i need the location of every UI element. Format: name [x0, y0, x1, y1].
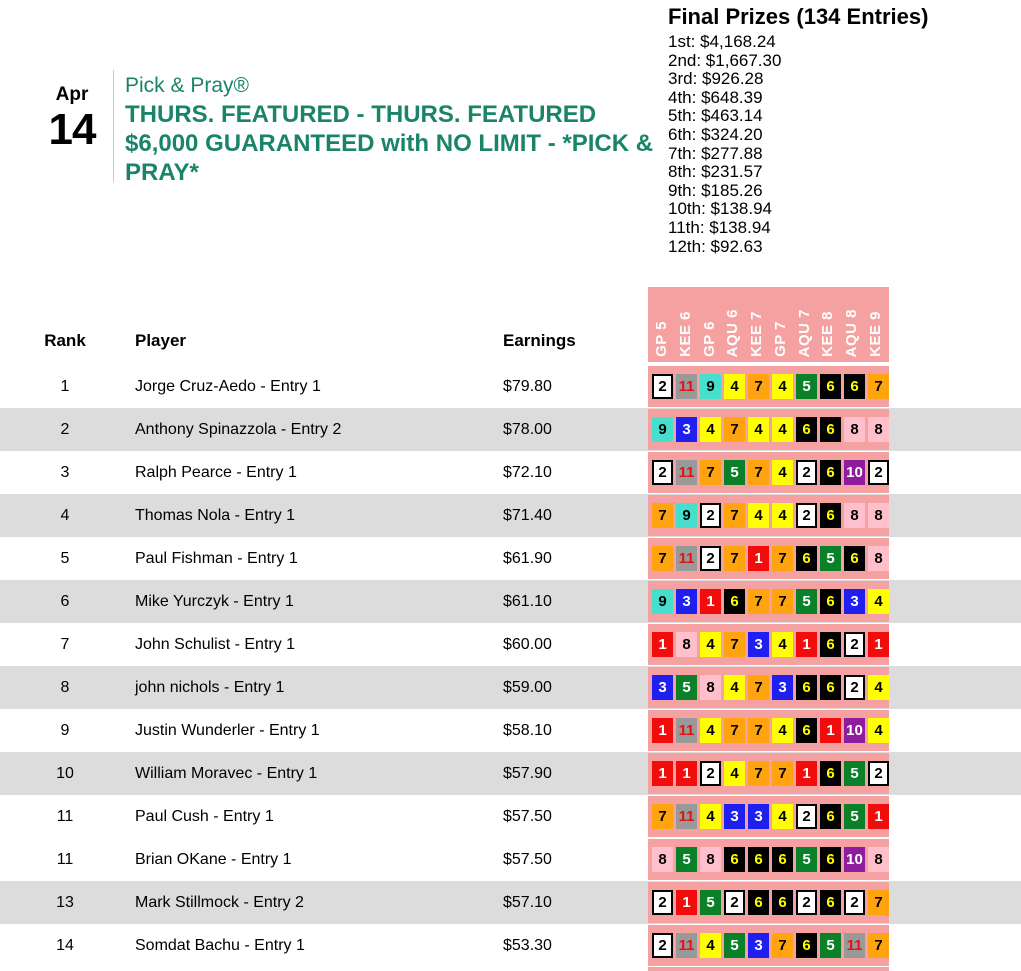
player-cell: William Moravec - Entry 1 [135, 765, 318, 782]
player-cell: John Schulist - Entry 1 [135, 636, 296, 653]
pick-tile: 4 [772, 503, 793, 528]
pick-tile: 2 [868, 761, 889, 786]
pick-tile: 4 [700, 632, 721, 657]
pick-tile: 2 [652, 933, 673, 958]
pick-tile: 7 [724, 417, 745, 442]
earnings-cell: $61.90 [503, 550, 552, 567]
pick-tile: 7 [724, 632, 745, 657]
prize-line: 8th: $231.57 [668, 162, 763, 182]
pick-tile: 11 [676, 374, 697, 399]
earnings-cell: $57.50 [503, 808, 552, 825]
race-column-header [650, 287, 674, 362]
pick-tile: 8 [868, 417, 889, 442]
pick-tile: 10 [844, 718, 865, 743]
table-row [0, 881, 1021, 924]
prize-line: 9th: $185.26 [668, 180, 763, 200]
pick-tile: 3 [748, 933, 769, 958]
pick-tile: 6 [796, 718, 817, 743]
pick-tile: 4 [868, 589, 889, 614]
event-date-month: Apr [55, 84, 89, 105]
pick-tile: 1 [796, 632, 817, 657]
pick-tile: 1 [676, 761, 697, 786]
earnings-cell: $79.80 [503, 378, 552, 395]
pick-tile: 3 [844, 589, 865, 614]
prize-line: 5th: $463.14 [668, 106, 763, 126]
race-column-header [792, 287, 816, 362]
pick-tile: 6 [820, 460, 841, 485]
picks-cell [648, 925, 889, 966]
rank-cell: 3 [60, 464, 70, 481]
pick-tile: 8 [868, 503, 889, 528]
race-column-label: GP 5 [653, 321, 671, 357]
pick-tile: 3 [748, 804, 769, 829]
player-cell: Jorge Cruz-Aedo - Entry 1 [135, 378, 321, 395]
earnings-cell: $57.90 [503, 765, 552, 782]
pick-tile: 7 [772, 933, 793, 958]
event-series-label: Pick & Pray® [125, 74, 250, 97]
pick-tile: 4 [772, 417, 793, 442]
pick-tile: 2 [652, 374, 673, 399]
event-date-day: 14 [48, 105, 96, 154]
race-column-header [697, 287, 721, 362]
race-column-header [745, 287, 769, 362]
rank-cell: 2 [60, 421, 70, 438]
pick-tile: 7 [700, 460, 721, 485]
table-row [0, 623, 1021, 666]
pick-tile: 6 [724, 589, 745, 614]
pick-tile: 4 [772, 804, 793, 829]
leaderboard [0, 287, 1021, 971]
earnings-cell: $60.00 [503, 636, 552, 653]
pick-tile: 3 [676, 417, 697, 442]
earnings-cell: $72.10 [503, 464, 552, 481]
rank-cell: 7 [60, 636, 70, 653]
picks-cell [648, 452, 889, 493]
pick-tile: 2 [868, 460, 889, 485]
pick-tile: 8 [652, 847, 673, 872]
pick-tile: 4 [772, 718, 793, 743]
pick-tile: 5 [724, 460, 745, 485]
table-row [0, 838, 1021, 881]
race-column-header [769, 287, 793, 362]
pick-tile: 7 [652, 503, 673, 528]
pick-tile: 9 [652, 417, 673, 442]
pick-tile: 8 [868, 546, 889, 571]
table-row [0, 451, 1021, 494]
pick-tile: 1 [868, 804, 889, 829]
race-column-label: KEE 9 [866, 311, 884, 357]
pick-tile: 6 [820, 847, 841, 872]
race-column-label: AQU 6 [724, 308, 742, 357]
pick-tile: 5 [844, 761, 865, 786]
pick-tile: 4 [724, 675, 745, 700]
picks-cell [648, 366, 889, 407]
column-header-rank: Rank [44, 331, 86, 350]
pick-tile: 4 [772, 632, 793, 657]
pick-tile: 2 [796, 804, 817, 829]
pick-tile: 1 [748, 546, 769, 571]
earnings-cell: $78.00 [503, 421, 552, 438]
race-column-label: AQU 7 [795, 308, 813, 357]
pick-tile: 5 [796, 589, 817, 614]
rank-cell: 1 [60, 378, 70, 395]
pick-tile: 4 [700, 718, 721, 743]
prize-line: 2nd: $1,667.30 [668, 50, 782, 70]
pick-tile: 4 [724, 761, 745, 786]
pick-tile: 5 [820, 933, 841, 958]
pick-tile: 6 [820, 503, 841, 528]
race-column-header [863, 287, 887, 362]
table-row [0, 709, 1021, 752]
pick-tile: 11 [676, 718, 697, 743]
pick-tile: 7 [772, 546, 793, 571]
prize-line: 7th: $277.88 [668, 143, 763, 163]
pick-tile: 4 [772, 460, 793, 485]
race-column-label: KEE 6 [677, 311, 695, 357]
pick-tile: 6 [820, 589, 841, 614]
table-row [0, 494, 1021, 537]
pick-tile: 2 [844, 675, 865, 700]
pick-tile: 1 [652, 718, 673, 743]
pick-tile: 6 [796, 933, 817, 958]
pick-tile: 3 [748, 632, 769, 657]
table-row [0, 365, 1021, 408]
picks-cell [648, 495, 889, 536]
player-cell: Anthony Spinazzola - Entry 2 [135, 421, 342, 438]
pick-tile: 11 [676, 933, 697, 958]
pick-tile: 2 [700, 503, 721, 528]
pick-tile: 1 [820, 718, 841, 743]
column-header-earnings: Earnings [503, 331, 576, 350]
rank-cell: 4 [60, 507, 70, 524]
pick-tile: 8 [844, 417, 865, 442]
pick-tile: 4 [700, 804, 721, 829]
pick-tile: 6 [796, 675, 817, 700]
prize-line: 4th: $648.39 [668, 87, 763, 107]
pick-tile: 7 [772, 761, 793, 786]
pick-tile: 7 [868, 374, 889, 399]
rank-cell: 11 [56, 851, 74, 868]
player-cell: Mark Stillmock - Entry 2 [135, 894, 304, 911]
pick-tile: 8 [700, 675, 721, 700]
pick-tile: 9 [700, 374, 721, 399]
pick-tile: 5 [676, 847, 697, 872]
pick-tile: 2 [700, 761, 721, 786]
pick-tile: 7 [868, 890, 889, 915]
pick-tile: 7 [748, 718, 769, 743]
prize-line: 10th: $138.94 [668, 199, 772, 219]
earnings-cell: $71.40 [503, 507, 552, 524]
table-row [0, 408, 1021, 451]
pick-tile: 5 [796, 847, 817, 872]
pick-tile: 7 [748, 374, 769, 399]
picks-cell [648, 409, 889, 450]
rank-cell: 13 [56, 894, 74, 911]
rank-cell: 6 [60, 593, 70, 610]
pick-tile: 7 [748, 460, 769, 485]
pick-tile: 1 [652, 632, 673, 657]
event-titles [125, 72, 657, 187]
pick-tile: 5 [724, 933, 745, 958]
pick-tile: 6 [820, 761, 841, 786]
player-cell: Brian OKane - Entry 1 [135, 851, 292, 868]
player-cell: john nichols - Entry 1 [135, 679, 285, 696]
header-divider [113, 70, 114, 182]
earnings-cell: $57.10 [503, 894, 552, 911]
race-column-label: AQU 8 [842, 308, 860, 357]
pick-tile: 6 [796, 546, 817, 571]
pick-tile: 6 [820, 632, 841, 657]
pick-tile: 2 [844, 632, 865, 657]
pick-tile: 4 [700, 417, 721, 442]
picks-cell [648, 710, 889, 751]
race-columns [648, 287, 889, 362]
race-column-header [721, 287, 745, 362]
final-prizes-title: Final Prizes (134 Entries) [668, 4, 929, 29]
race-column-header [674, 287, 698, 362]
picks-cell [648, 538, 889, 579]
rank-cell: 9 [60, 722, 70, 739]
pick-tile: 3 [676, 589, 697, 614]
pick-tile: 7 [724, 546, 745, 571]
prize-line: 6th: $324.20 [668, 124, 763, 144]
event-date-badge [36, 84, 108, 154]
rank-cell: 11 [56, 808, 74, 825]
pick-tile: 7 [724, 503, 745, 528]
pick-tile: 1 [652, 761, 673, 786]
pick-tile: 6 [820, 804, 841, 829]
pick-tile: 11 [844, 933, 865, 958]
pick-tile: 1 [676, 890, 697, 915]
prize-line: 12th: $92.63 [668, 236, 763, 256]
pick-tile: 7 [748, 589, 769, 614]
pick-tile: 6 [748, 890, 769, 915]
player-cell: Somdat Bachu - Entry 1 [135, 937, 305, 954]
picks-cell [648, 882, 889, 923]
table-row [0, 752, 1021, 795]
pick-tile: 7 [868, 933, 889, 958]
pick-tile: 3 [724, 804, 745, 829]
leaderboard-header [0, 287, 1021, 365]
leaderboard-body [0, 365, 1021, 967]
pick-tile: 6 [820, 675, 841, 700]
pick-tile: 10 [844, 847, 865, 872]
table-row [0, 580, 1021, 623]
race-column-header [816, 287, 840, 362]
next-row-cutoff-strip [648, 967, 889, 971]
pick-tile: 6 [844, 546, 865, 571]
pick-tile: 2 [724, 890, 745, 915]
final-prizes-panel [668, 4, 1018, 256]
pick-tile: 3 [772, 675, 793, 700]
table-row [0, 537, 1021, 580]
pick-tile: 4 [748, 503, 769, 528]
pick-tile: 7 [724, 718, 745, 743]
earnings-cell: $53.30 [503, 937, 552, 954]
pick-tile: 5 [700, 890, 721, 915]
pick-tile: 8 [676, 632, 697, 657]
pick-tile: 8 [700, 847, 721, 872]
earnings-cell: $57.50 [503, 851, 552, 868]
picks-cell [648, 624, 889, 665]
pick-tile: 5 [820, 546, 841, 571]
player-cell: Mike Yurczyk - Entry 1 [135, 593, 294, 610]
column-header-player: Player [135, 331, 187, 350]
pick-tile: 4 [868, 718, 889, 743]
picks-cell [648, 667, 889, 708]
pick-tile: 6 [724, 847, 745, 872]
race-column-label: KEE 8 [819, 311, 837, 357]
pick-tile: 4 [772, 374, 793, 399]
picks-cell [648, 839, 889, 880]
picks-cell [648, 581, 889, 622]
pick-tile: 5 [844, 804, 865, 829]
pick-tile: 3 [652, 675, 673, 700]
pick-tile: 6 [844, 374, 865, 399]
pick-tile: 7 [652, 804, 673, 829]
pick-tile: 7 [772, 589, 793, 614]
player-cell: Justin Wunderler - Entry 1 [135, 722, 320, 739]
race-column-header [840, 287, 864, 362]
race-column-label: GP 7 [771, 321, 789, 357]
pick-tile: 2 [652, 890, 673, 915]
pick-tile: 5 [676, 675, 697, 700]
pick-tile: 7 [652, 546, 673, 571]
pick-tile: 7 [748, 761, 769, 786]
player-cell: Ralph Pearce - Entry 1 [135, 464, 297, 481]
race-column-label: KEE 7 [748, 311, 766, 357]
earnings-cell: $61.10 [503, 593, 552, 610]
prize-line: 1st: $4,168.24 [668, 32, 776, 51]
pick-tile: 6 [820, 374, 841, 399]
pick-tile: 6 [820, 890, 841, 915]
table-row [0, 924, 1021, 967]
pick-tile: 6 [772, 847, 793, 872]
pick-tile: 4 [868, 675, 889, 700]
pick-tile: 11 [676, 804, 697, 829]
earnings-cell: $59.00 [503, 679, 552, 696]
pick-tile: 4 [700, 933, 721, 958]
prize-line: 11th: $138.94 [668, 217, 771, 237]
pick-tile: 2 [652, 460, 673, 485]
pick-tile: 2 [844, 890, 865, 915]
event-title: THURS. FEATURED - THURS. FEATURED $6,000 GUARANTEED with NO LIMIT - *PICK & PRAY* [125, 101, 654, 186]
picks-cell [648, 796, 889, 837]
rank-cell: 14 [56, 937, 74, 954]
pick-tile: 9 [676, 503, 697, 528]
race-column-label: GP 6 [700, 321, 718, 357]
pick-tile: 5 [796, 374, 817, 399]
pick-tile: 2 [796, 890, 817, 915]
picks-cell [648, 753, 889, 794]
player-cell: Thomas Nola - Entry 1 [135, 507, 296, 524]
pick-tile: 11 [676, 460, 697, 485]
pick-tile: 8 [868, 847, 889, 872]
rank-cell: 8 [60, 679, 70, 696]
rank-cell: 10 [56, 765, 74, 782]
pick-tile: 8 [844, 503, 865, 528]
pick-tile: 6 [820, 417, 841, 442]
player-cell: Paul Fishman - Entry 1 [135, 550, 298, 567]
pick-tile: 4 [724, 374, 745, 399]
pick-tile: 6 [772, 890, 793, 915]
pick-tile: 2 [796, 503, 817, 528]
pick-tile: 7 [748, 675, 769, 700]
table-row [0, 795, 1021, 838]
rank-cell: 5 [60, 550, 70, 567]
table-row [0, 666, 1021, 709]
player-cell: Paul Cush - Entry 1 [135, 808, 274, 825]
pick-tile: 6 [748, 847, 769, 872]
prize-list [668, 33, 1018, 256]
prize-line: 3rd: $926.28 [668, 69, 764, 89]
pick-tile: 9 [652, 589, 673, 614]
pick-tile: 1 [700, 589, 721, 614]
pick-tile: 10 [844, 460, 865, 485]
pick-tile: 6 [796, 417, 817, 442]
pick-tile: 11 [676, 546, 697, 571]
pick-tile: 2 [700, 546, 721, 571]
pick-tile: 2 [796, 460, 817, 485]
pick-tile: 1 [796, 761, 817, 786]
pick-tile: 1 [868, 632, 889, 657]
earnings-cell: $58.10 [503, 722, 552, 739]
pick-tile: 4 [748, 417, 769, 442]
